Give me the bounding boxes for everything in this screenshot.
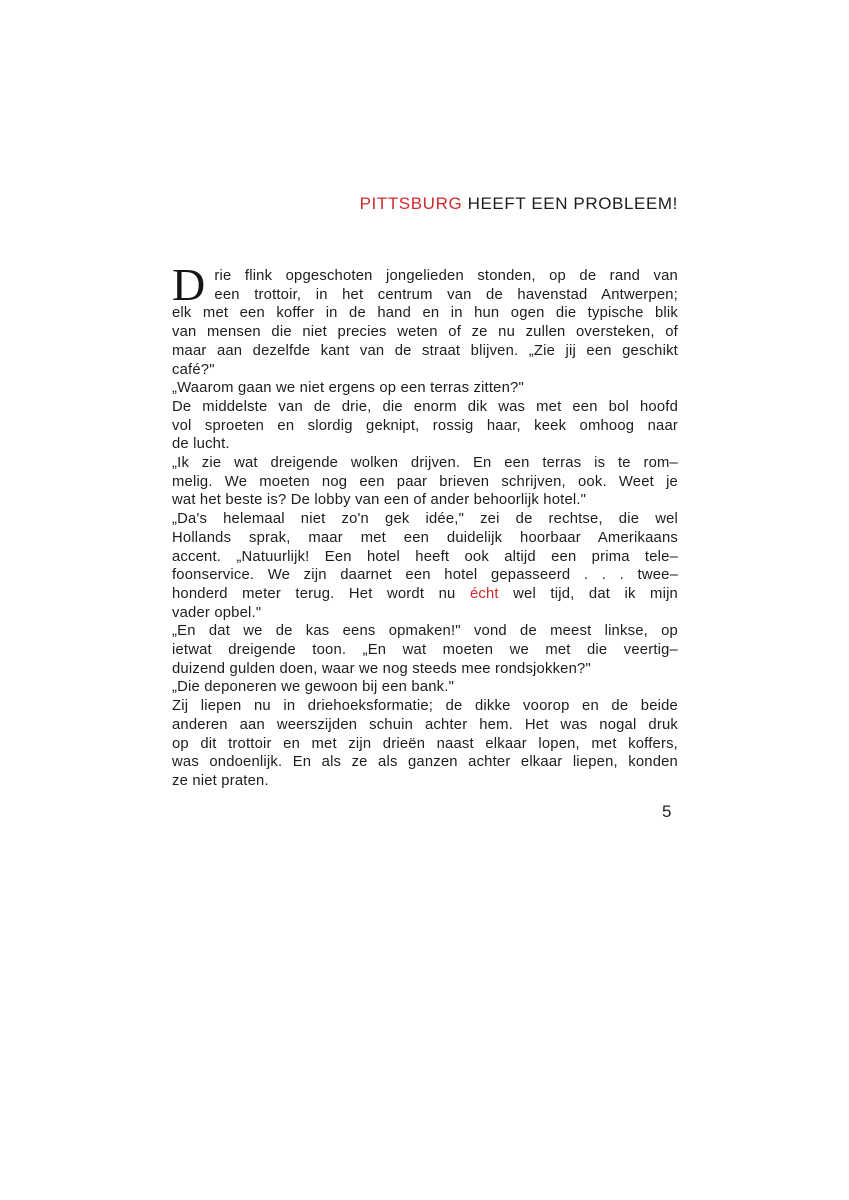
text-line: was ondoenlijk. En als ze als ganzen achter elkaar liepen, konden	[172, 754, 678, 771]
text-line: ietwat dreigende toon. „En wat moeten we met die veertig–	[172, 642, 678, 659]
text-line: vader opbel."	[172, 604, 262, 621]
text-line: „Da's helemaal niet zo'n gek idée," zei de rechtse, die wel	[172, 511, 678, 528]
text-line: foonservice. We zijn daarnet een hotel gepasseerd . . . twee–	[172, 567, 678, 584]
text-line: maar aan dezelfde kant van de straat blijven. „Zie jij een geschikt	[172, 342, 678, 359]
text-line: café?"	[172, 361, 215, 378]
text-line: ze niet praten.	[172, 772, 269, 789]
text-line: duizend gulden doen, waar we nog steeds mee rondsjokken?"	[172, 660, 591, 677]
text-line: op dit trottoir en met zijn drieën naast elkaar lopen, met koffers,	[172, 735, 678, 752]
text-line: rie flink opgeschoten jongelieden stonden, op de rand van	[214, 268, 678, 284]
text-line: de lucht.	[172, 436, 230, 453]
red-emphasis-word: écht	[469, 585, 499, 602]
body-text	[172, 259, 678, 791]
text-line: vol sproeten en slordig geknipt, rossig haar, keek omhoog naar	[172, 417, 678, 434]
text-line: van mensen die niet precies weten of ze nu zullen oversteken, of	[172, 324, 678, 341]
drop-cap: D	[172, 259, 206, 310]
text-line: „Die deponeren we gewoon bij een bank."	[172, 679, 455, 696]
text-line: wat het beste is? De lobby van een of ander behoorlijk hotel."	[172, 492, 587, 509]
text-line: „Ik zie wat dreigende wolken drijven. En een terras is te rom–	[172, 455, 678, 472]
text-line: accent. „Natuurlijk! Een hotel heeft ook altijd een prima tele–	[172, 548, 678, 565]
text-line: „Waarom gaan we niet ergens op een terras zitten?"	[172, 380, 524, 397]
text-line: De middelste van de drie, die enorm dik was met een bol hoofd	[172, 398, 678, 415]
chapter-title-highlight: PITTSBURG	[359, 194, 463, 213]
text-line: „En dat we de kas eens opmaken!" vond de meest linkse, op	[172, 623, 678, 640]
text-line: een trottoir, in het centrum van de havenstad Antwerpen;	[214, 286, 678, 303]
page-number: 5	[662, 802, 672, 821]
text-line: honderd meter terug. Het wordt nu écht wel tijd, dat ik mijn	[172, 585, 678, 602]
text-line: anderen aan weerszijden schuin achter hem. Het was nogal druk	[172, 716, 678, 733]
chapter-title	[172, 194, 678, 214]
chapter-title-rest: HEEFT EEN PROBLEEM!	[462, 194, 678, 213]
text-line: melig. We moeten nog een paar brieven schrijven, ook. Weet je	[172, 473, 678, 490]
text-line: Hollands sprak, maar met een duidelijk hoorbaar Amerikaans	[172, 529, 678, 546]
text-line: elk met een koffer in de hand en in hun ogen die typische blik	[172, 305, 678, 322]
text-line: Zij liepen nu in driehoeksformatie; de dikke voorop en de beide	[172, 698, 678, 715]
paragraphs	[172, 259, 678, 791]
